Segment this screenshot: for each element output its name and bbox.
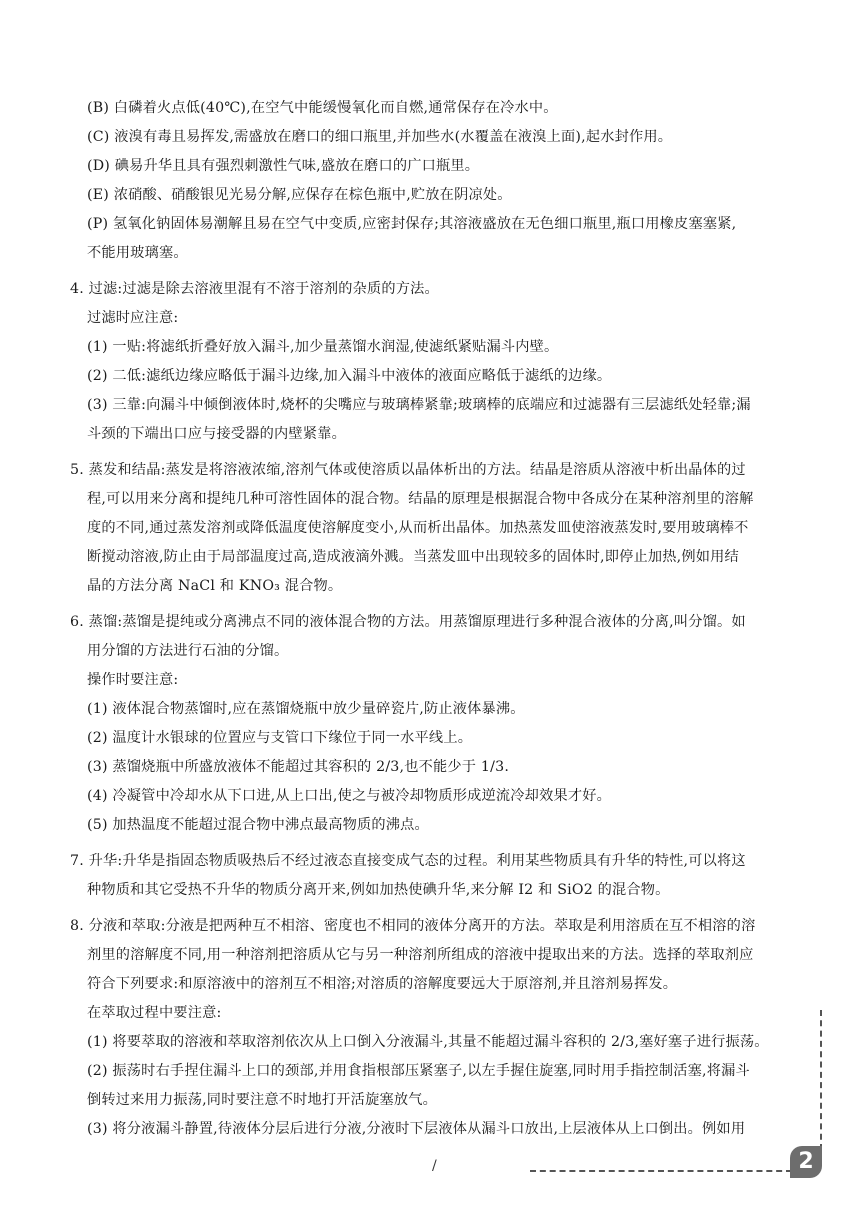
text-line: (3) 将分液漏斗静置,待液体分层后进行分液,分液时下层液体从漏斗口放出,上层液体从上口倒出。例如用	[87, 1121, 746, 1137]
text-line: (E) 浓硝酸、硝酸银见光易分解,应保存在棕色瓶中,贮放在阴凉处。	[87, 187, 512, 203]
page-content	[70, 94, 810, 1144]
text-line: (B) 白磷着火点低(40℃),在空气中能缓慢氧化而自燃,通常保存在冷水中。	[87, 100, 558, 116]
text-line: (2) 二低:滤纸边缘应略低于漏斗边缘,加入漏斗中液体的液面应略低于滤纸的边缘。	[87, 368, 612, 384]
text-line: 倒转过来用力振荡,同时要注意不时地打开活旋塞放气。	[87, 1092, 438, 1108]
section-heading-sublimation: 7. 升华:升华是指固态物质吸热后不经过液态直接变成气态的过程。利用某些物质具有升华的特性,可以将这	[70, 853, 746, 869]
text-line: (5) 加热温度不能超过混合物中沸点最高物质的沸点。	[87, 817, 429, 833]
text-line: 不能用玻璃塞。	[87, 245, 188, 261]
text-line: 在萃取过程中要注意:	[87, 1005, 222, 1021]
text-line: 斗颈的下端出口应与接受器的内壁紧靠。	[87, 426, 346, 442]
section-heading-extraction: 8. 分液和萃取:分液是把两种互不相溶、密度也不相同的液体分离开的方法。萃取是利用溶质在互不相溶的溶	[70, 918, 756, 934]
text-line: (1) 一贴:将滤纸折叠好放入漏斗,加少量蒸馏水润湿,使滤纸紧贴漏斗内壁。	[87, 339, 559, 355]
text-line: 断搅动溶液,防止由于局部温度过高,造成液滴外溅。当蒸发皿中出现较多的固体时,即停止加热,例如用结	[87, 549, 739, 565]
text-line: (1) 液体混合物蒸馏时,应在蒸馏烧瓶中放少量碎瓷片,防止液体暴沸。	[87, 701, 525, 717]
text-line: (3) 三靠:向漏斗中倾倒液体时,烧杯的尖嘴应与玻璃棒紧靠;玻璃棒的底端应和过滤器有三层滤纸处轻靠;漏	[87, 397, 751, 413]
text-line: (3) 蒸馏烧瓶中所盛放液体不能超过其容积的 2/3,也不能少于 1/3.	[87, 759, 510, 775]
text-line: 晶的方法分离 NaCl 和 KNO₃ 混合物。	[87, 578, 343, 594]
text-line: 度的不同,通过蒸发溶剂或降低温度使溶解度变小,从而析出晶体。加热蒸发皿使溶液蒸发时,要用玻璃棒不	[87, 520, 749, 536]
text-line: 符合下列要求:和原溶液中的溶剂互不相溶;对溶质的溶解度要远大于原溶剂,并且溶剂易挥发。	[87, 976, 678, 992]
text-line: 过滤时应注意:	[87, 310, 179, 326]
text-line: (1) 将要萃取的溶液和萃取溶剂依次从上口倒入分液漏斗,其量不能超过漏斗容积的 2/3,塞好塞子进行振荡。	[87, 1034, 769, 1050]
text-line: (C) 液溴有毒且易挥发,需盛放在磨口的细口瓶里,并加些水(水覆盖在液溴上面),起水封作用。	[87, 129, 673, 145]
text-line: 操作时要注意:	[87, 672, 179, 688]
section-heading-evaporation: 5. 蒸发和结晶:蒸发是将溶液浓缩,溶剂气体或使溶质以晶体析出的方法。结晶是溶质从溶液中析出晶体的过	[70, 462, 746, 478]
section-heading-filtration: 4. 过滤:过滤是除去溶液里混有不溶于溶剂的杂质的方法。	[70, 281, 439, 297]
page-edge-dashed-vertical	[820, 1010, 822, 1150]
text-line: 剂里的溶解度不同,用一种溶剂把溶质从它与另一种溶剂所组成的溶液中提取出来的方法。选择的萃取剂应	[87, 947, 754, 963]
page-number-badge: 2	[790, 1146, 822, 1178]
text-line: 用分馏的方法进行石油的分馏。	[87, 643, 289, 659]
text-line: (D) 碘易升华且具有强烈刺激性气味,盛放在磨口的广口瓶里。	[87, 158, 480, 174]
section-heading-distillation: 6. 蒸馏:蒸馏是提纯或分离沸点不同的液体混合物的方法。用蒸馏原理进行多种混合液体的分离,叫分馏。如	[70, 614, 746, 630]
footer-slash: /	[432, 1158, 437, 1174]
text-line: (2) 温度计水银球的位置应与支管口下缘位于同一水平线上。	[87, 730, 473, 746]
text-line: (4) 冷凝管中冷却水从下口进,从上口出,使之与被冷却物质形成逆流冷却效果才好。	[87, 788, 612, 804]
text-line: 种物质和其它受热不升华的物质分离开来,例如加热使碘升华,来分解 I2 和 SiO2 的混合物。	[87, 882, 670, 898]
text-line: (P) 氢氧化钠固体易潮解且易在空气中变质,应密封保存;其溶液盛放在无色细口瓶里,瓶口用橡皮塞塞紧,	[87, 216, 737, 232]
text-line: 程,可以用来分离和提纯几种可溶性固体的混合物。结晶的原理是根据混合物中各成分在某种溶剂里的溶解	[87, 491, 754, 507]
page-edge-dashed-horizontal	[530, 1170, 792, 1172]
text-line: (2) 振荡时右手捏住漏斗上口的颈部,并用食指根部压紧塞子,以左手握住旋塞,同时用手指控制活塞,将漏斗	[87, 1063, 750, 1079]
